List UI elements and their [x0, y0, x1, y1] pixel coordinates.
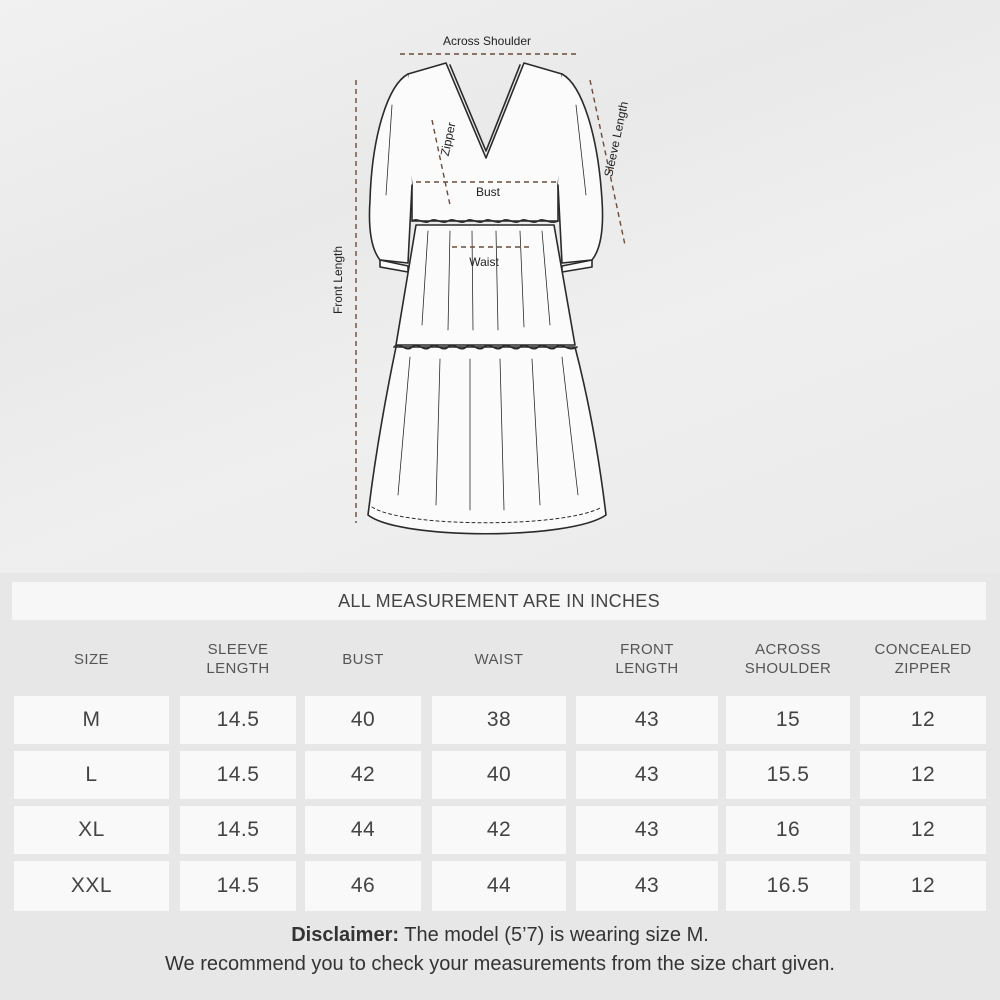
cell-front-length: 43 [576, 751, 718, 799]
header-concealed-zipper: CONCEALED ZIPPER [874, 641, 972, 677]
header-waist: WAIST [474, 650, 524, 668]
header-size: SIZE [74, 650, 109, 668]
cell-bust: 40 [305, 696, 421, 744]
cell-waist: 40 [432, 751, 566, 799]
cell-across-shoulder: 16 [726, 806, 850, 854]
cell-sleeve-length: 14.5 [180, 806, 296, 854]
cell-across-shoulder: 15 [726, 696, 850, 744]
cell-concealed-zipper: 12 [860, 751, 986, 799]
header-sleeve-length: SLEEVE LENGTH [206, 641, 270, 677]
cell-size: M [14, 696, 169, 744]
zipper-label: Zipper [437, 121, 459, 158]
cell-concealed-zipper: 12 [860, 696, 986, 744]
cell-size: L [14, 751, 169, 799]
disclaimer-line-1 [0, 921, 1000, 950]
cell-front-length: 43 [576, 861, 718, 911]
cell-waist: 44 [432, 861, 566, 911]
header-across-shoulder: ACROSS SHOULDER [744, 641, 832, 677]
cell-sleeve-length: 14.5 [180, 861, 296, 911]
cell-bust: 42 [305, 751, 421, 799]
cell-concealed-zipper: 12 [860, 861, 986, 911]
header-front-length: FRONT LENGTH [615, 641, 679, 677]
cell-concealed-zipper: 12 [860, 806, 986, 854]
units-banner: ALL MEASUREMENT ARE IN INCHES [12, 582, 986, 620]
cell-sleeve-length: 14.5 [180, 751, 296, 799]
cell-size: XL [14, 806, 169, 854]
cell-front-length: 43 [576, 806, 718, 854]
cell-sleeve-length: 14.5 [180, 696, 296, 744]
cell-across-shoulder: 16.5 [726, 861, 850, 911]
cell-waist: 38 [432, 696, 566, 744]
cell-waist: 42 [432, 806, 566, 854]
disclaimer [0, 921, 1000, 979]
dress-illustration [300, 25, 660, 565]
header-bust: BUST [342, 650, 384, 668]
across-shoulder-label: Across Shoulder [442, 34, 532, 48]
size-chart [0, 573, 1000, 1000]
cell-size: XXL [14, 861, 169, 911]
bust-label: Bust [475, 185, 501, 199]
front-length-label: Front Length [331, 245, 345, 315]
sleeve-length-label: Sleeve Length [601, 100, 631, 179]
cell-bust: 46 [305, 861, 421, 911]
cell-across-shoulder: 15.5 [726, 751, 850, 799]
table-header-row [0, 629, 1000, 689]
waist-label: Waist [469, 255, 499, 269]
disclaimer-text: The model (5’7) is wearing size M. [399, 924, 709, 946]
cell-bust: 44 [305, 806, 421, 854]
cell-front-length: 43 [576, 696, 718, 744]
disclaimer-label: Disclaimer: [291, 924, 400, 946]
dress-diagram [300, 25, 660, 565]
disclaimer-line-2: We recommend you to check your measurements from the size chart given. [165, 953, 835, 975]
